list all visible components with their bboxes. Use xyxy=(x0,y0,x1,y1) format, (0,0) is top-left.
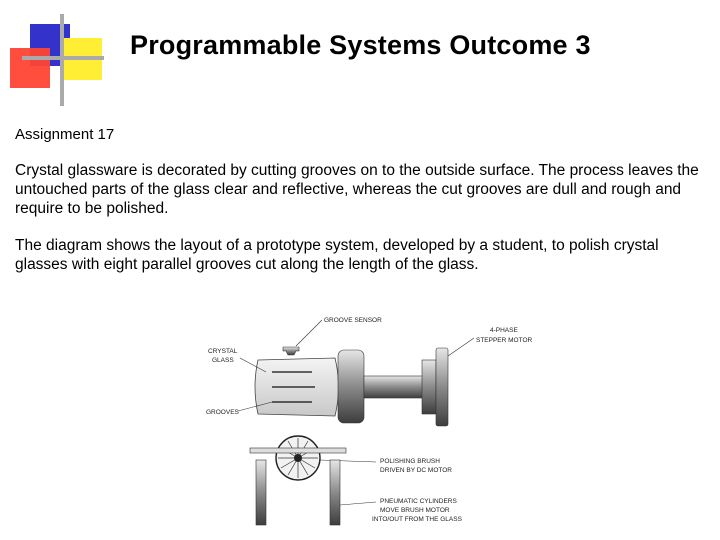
stepper-leader xyxy=(448,338,474,356)
paragraph-diagram: The diagram shows the layout of a prototype system, developed by a student, to polish crystal glasses with eight parallel grooves cut along the length of the glass. xyxy=(15,237,659,273)
stepper-motor-body xyxy=(422,360,436,414)
brush-label-line2: DRIVEN BY DC MOTOR xyxy=(380,467,452,474)
system-diagram xyxy=(190,310,550,535)
brush-frame-bar xyxy=(250,448,346,453)
logo-decoration xyxy=(0,0,110,110)
pneumatic-cylinder-right xyxy=(330,460,340,525)
stepper-motor-flange xyxy=(436,348,448,426)
pneumatic-label-line3: INTO/OUT FROM THE GLASS xyxy=(372,516,462,523)
logo-red-square xyxy=(10,48,50,88)
main-content xyxy=(15,126,705,292)
brush-label-line1: POLISHING BRUSH xyxy=(380,458,440,465)
glass-holder xyxy=(338,350,364,423)
brush-leader xyxy=(320,460,376,462)
glass-label-line2: GLASS xyxy=(212,357,234,364)
groove-sensor-label: GROOVE SENSOR xyxy=(324,317,382,324)
pneumatic-label-line2: MOVE BRUSH MOTOR xyxy=(380,507,450,514)
logo-horizontal-bar xyxy=(22,56,104,60)
page-title: Programmable Systems Outcome 3 xyxy=(130,30,591,60)
stepper-label-line2: STEPPER MOTOR xyxy=(476,337,533,344)
assignment-heading: Assignment 17 xyxy=(15,126,115,143)
grooves-label: GROOVES xyxy=(206,409,239,416)
glass-label-line1: CRYSTAL xyxy=(208,348,238,355)
stepper-label-line1: 4-PHASE xyxy=(490,327,518,334)
groove-sensor xyxy=(283,347,299,355)
pneumatic-cylinder-left xyxy=(256,460,266,525)
brush-hub xyxy=(294,454,302,462)
paragraph-intro: Crystal glassware is decorated by cutting grooves on to the outside surface. The process leaves the untouched parts of the glass clear and reflective, whereas the cut grooves are dull and rough and require to be polished. xyxy=(15,162,699,217)
pneumatic-leader xyxy=(340,502,376,505)
groove-sensor-leader xyxy=(296,320,322,346)
pneumatic-label-line1: PNEUMATIC CYLINDERS xyxy=(380,498,457,505)
